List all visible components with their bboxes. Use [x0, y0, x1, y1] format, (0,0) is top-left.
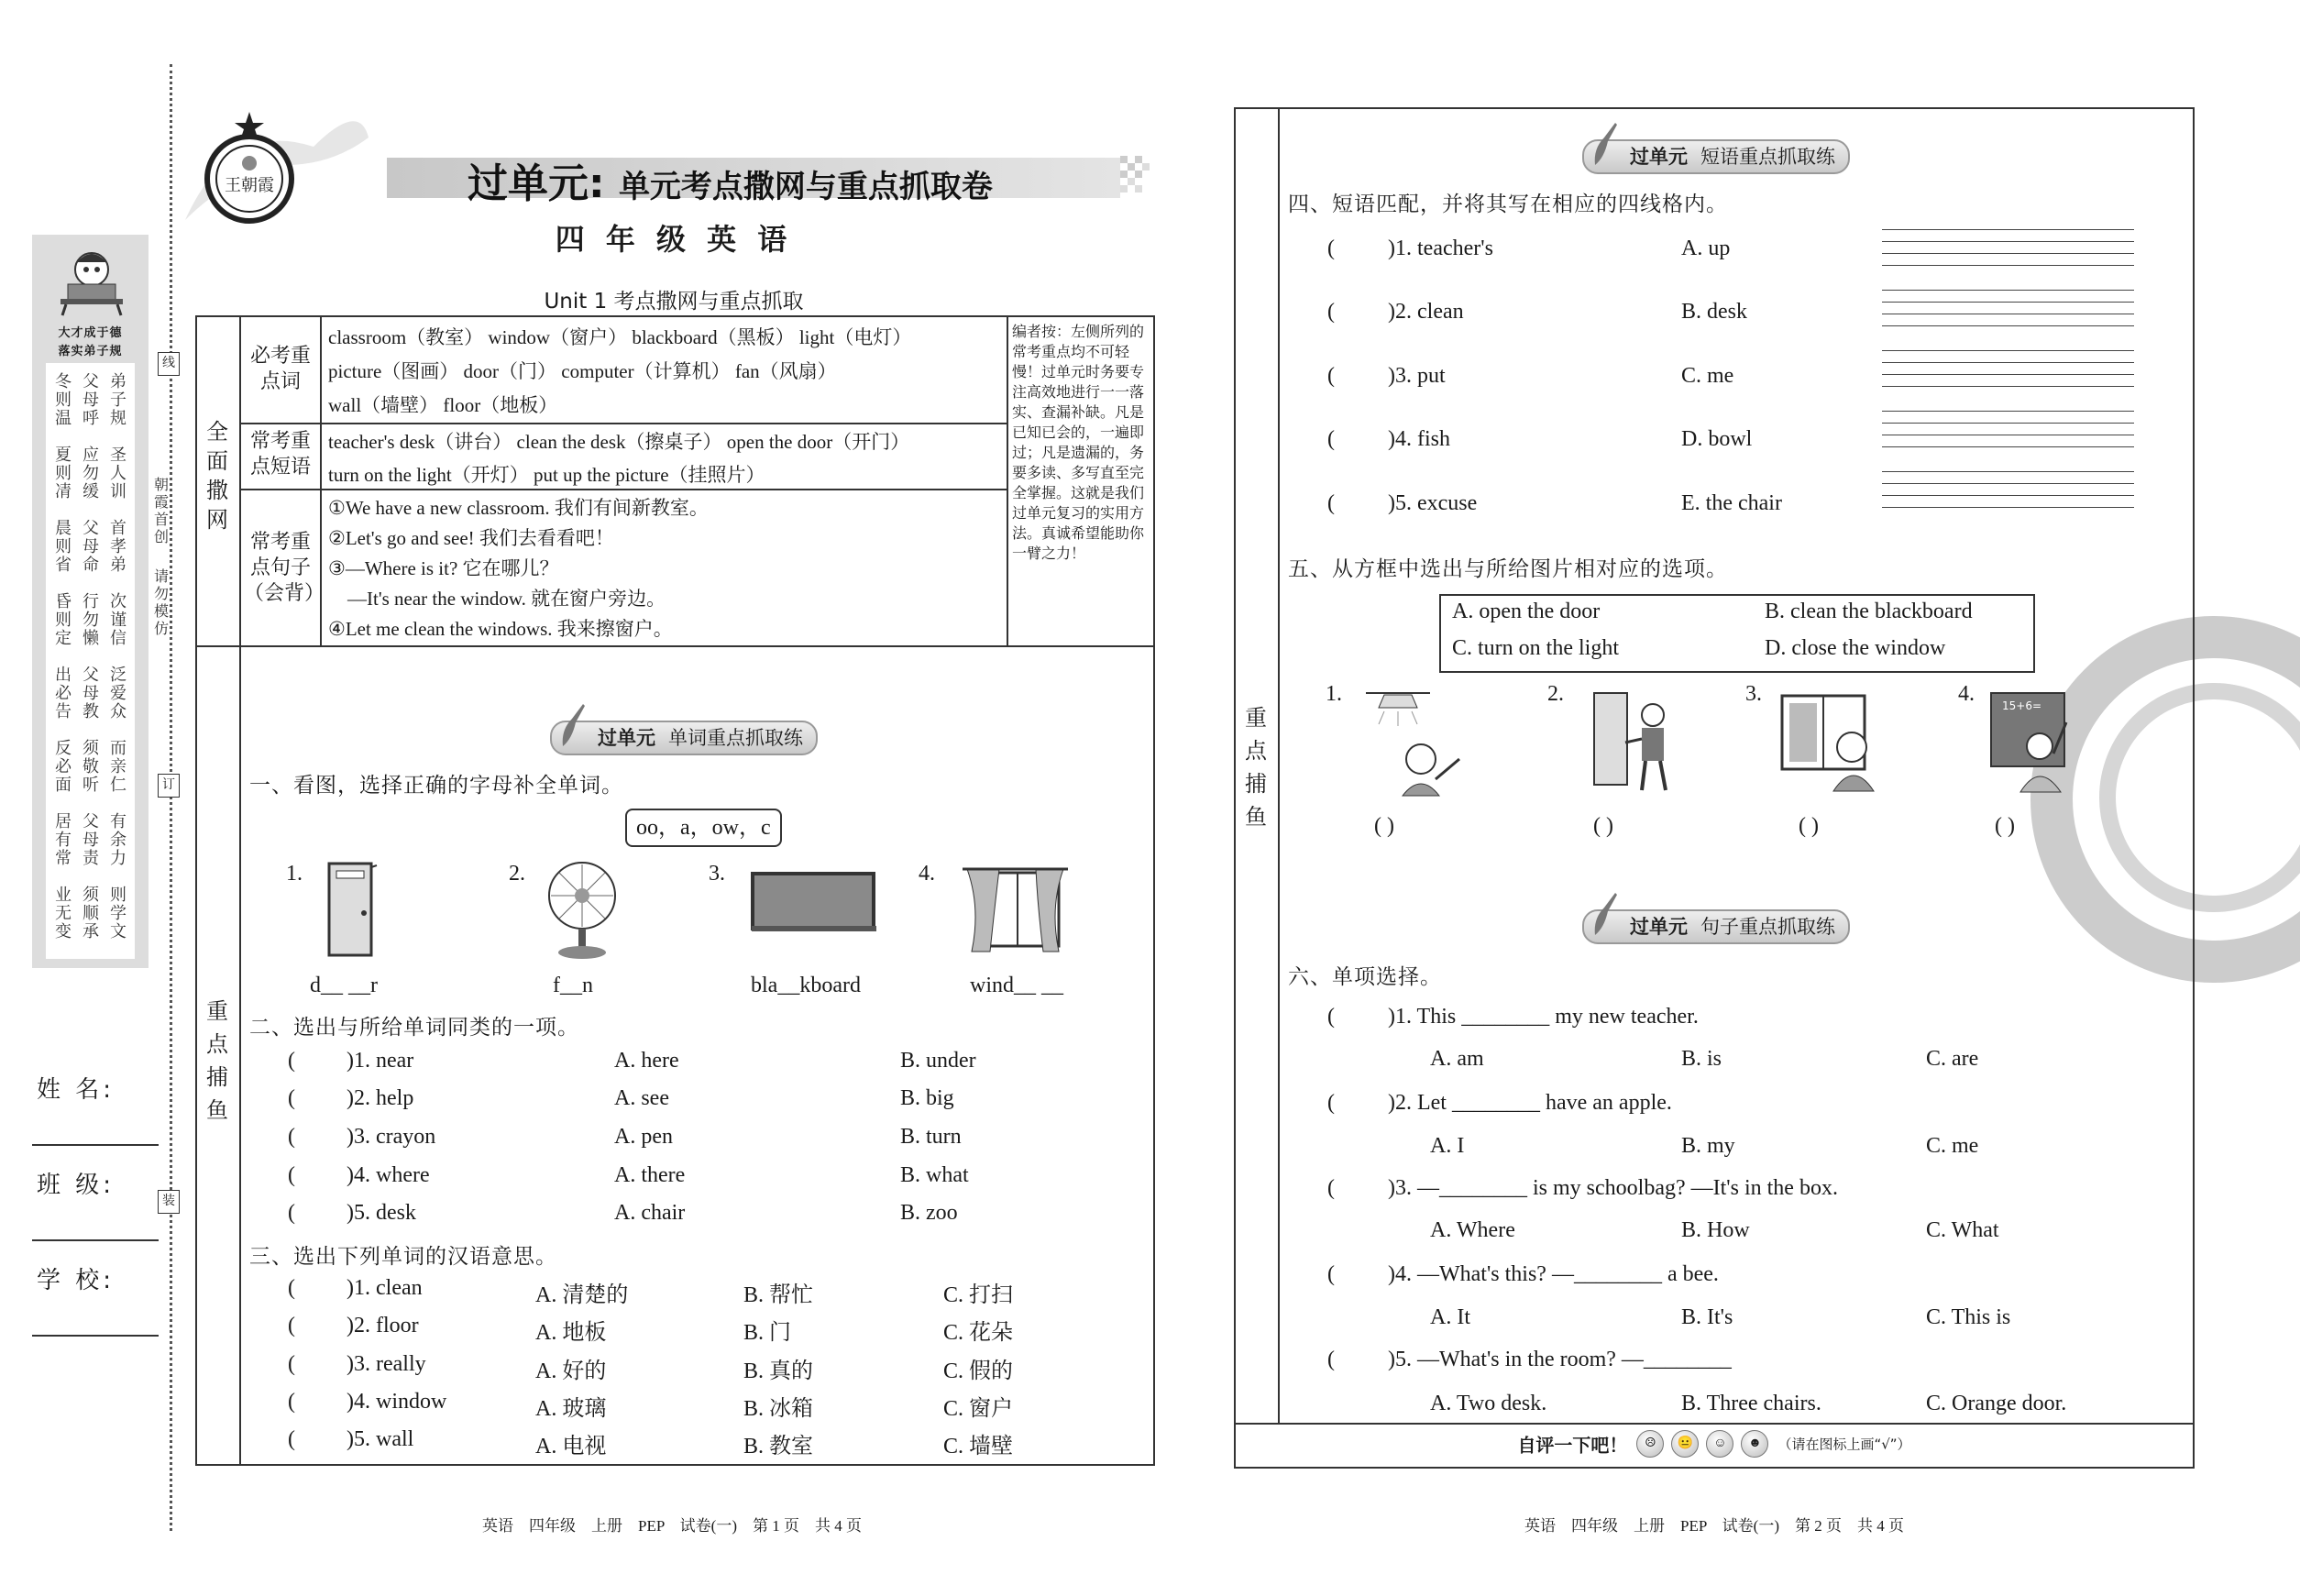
poem-phrase: 出必告 [55, 666, 72, 721]
checker-decoration [1120, 156, 1151, 202]
option-a: A. open the door [1452, 600, 1601, 623]
poem-phrase: 则学文 [110, 886, 127, 941]
school-field[interactable] [32, 1335, 159, 1337]
question-word: )3. put [1388, 364, 1446, 388]
poem-phrase: 居有常 [55, 812, 72, 867]
question-sentence: )4. —What's this? —________ a bee. [1388, 1262, 1719, 1286]
answer-paren[interactable]: ( [288, 1125, 295, 1149]
option-b: B. what [900, 1163, 969, 1187]
four-line-rule [1882, 446, 2134, 447]
letter-options-box: oo，a，ow，c [625, 809, 782, 847]
summary-line: picture（图画） door（门） computer（计算机） fan（风扇） [328, 360, 837, 382]
question-word: )1. clean [347, 1276, 423, 1300]
option-a: A. pen [614, 1125, 673, 1149]
part5-title: 五、从方框中选出与所给图片相对应的选项。 [1288, 557, 1728, 581]
picture-answer-blank[interactable]: ( ) [1593, 814, 1613, 838]
four-line-rule [1882, 423, 2134, 424]
row-label-phrases: 常考重点短语 [249, 430, 311, 479]
poem-phrase: 泛爱众 [110, 666, 127, 721]
option-c: C. 墙壁 [943, 1435, 1014, 1458]
question-word: )5. wall [347, 1427, 414, 1451]
motto-line-1: 大才成于德 [58, 326, 123, 340]
option-b: B. 帮忙 [743, 1283, 814, 1307]
option-b: B. It's [1681, 1305, 1733, 1329]
option-c: C. Orange door. [1926, 1392, 2067, 1415]
option-d: D. close the window [1765, 636, 1946, 660]
picture-number: 1. [1326, 682, 1342, 706]
answer-paren[interactable]: ( [288, 1390, 295, 1414]
poem-phrase: 圣人训 [110, 446, 127, 501]
option-a: A. see [614, 1086, 669, 1110]
option-b: B. 门 [743, 1321, 792, 1345]
poem-phrase: 次谨信 [110, 592, 127, 647]
poem-phrase: 冬则温 [55, 372, 72, 427]
summary-line: ④Let me clean the windows. 我来擦窗户。 [328, 618, 673, 640]
option-a: A. 清楚的 [535, 1283, 629, 1307]
row-label-words: 必考重点词 [249, 345, 311, 393]
answer-paren[interactable]: ( [1327, 1348, 1335, 1371]
option-c: C. This is [1926, 1305, 2011, 1329]
badge-prefix: 过单元 [598, 727, 655, 749]
summary-line: wall（墙壁） floor（地板） [328, 394, 558, 416]
question-sentence: )1. This ________ my new teacher. [1388, 1005, 1699, 1029]
question-word: )2. clean [1388, 300, 1464, 324]
picture-number: 3. [1745, 682, 1762, 706]
part1-title: 一、看图，选择正确的字母补全单词。 [249, 774, 623, 798]
poem-phrase: 应勿缓 [83, 446, 99, 501]
answer-paren[interactable]: ( [288, 1086, 295, 1110]
option-b: B. How [1681, 1218, 1750, 1242]
option-b: B. zoo [900, 1201, 958, 1225]
name-label: 姓 名: [37, 1076, 116, 1104]
four-line-rule [1882, 386, 2134, 387]
summary-line: ②Let's go and see! 我们去看看吧！ [328, 527, 614, 549]
cut-mark: 订 [158, 774, 180, 798]
match-option: A. up [1681, 237, 1731, 260]
brush-icon [1591, 121, 1619, 167]
svg-text:王朝霞: 王朝霞 [225, 176, 274, 195]
answer-paren[interactable]: ( [288, 1352, 295, 1376]
poem-phrase: 父母呼 [83, 372, 99, 427]
cut-mark: 装 [158, 1190, 180, 1214]
option-b: B. turn [900, 1125, 962, 1149]
motto-line-2: 落实弟子规 [58, 345, 123, 358]
picture-number: 2. [1547, 682, 1564, 706]
option-c: C. What [1926, 1218, 1999, 1242]
section-label-practice: 重点捕鱼 [206, 998, 228, 1123]
picture-answer-blank[interactable]: ( ) [1995, 814, 2015, 838]
answer-paren[interactable]: ( [288, 1314, 295, 1337]
option-b: B. 冰箱 [743, 1397, 814, 1421]
title-colon: : [589, 160, 605, 207]
answer-paren[interactable]: ( [1327, 364, 1335, 388]
option-a: A. 好的 [535, 1359, 607, 1383]
happy-face-icon[interactable]: ☻ [1741, 1430, 1768, 1458]
option-a: A. Two desk. [1430, 1392, 1547, 1415]
four-line-rule [1882, 362, 2134, 363]
four-line-rule [1882, 302, 2134, 303]
poem-phrase: 夏则凊 [55, 446, 72, 501]
poem-phrase: 须敬听 [83, 739, 99, 794]
copyright-note-2: 请勿模仿 [153, 569, 169, 637]
summary-line: ③—Where is it? 它在哪儿？ [328, 557, 559, 579]
answer-paren[interactable]: ( [1327, 300, 1335, 324]
question-word: )3. really [347, 1352, 426, 1376]
answer-paren[interactable]: ( [1327, 237, 1335, 260]
poem-phrase: 有余力 [110, 812, 127, 867]
option-a: A. I [1430, 1134, 1465, 1158]
unit-title: Unit 1 考点撒网与重点抓取 [544, 290, 804, 314]
badge-text: 单词重点抓取练 [668, 727, 803, 749]
word-practice-badge [550, 721, 818, 755]
option-c: C. me [1926, 1134, 1979, 1158]
option-c: C. turn on the light [1452, 636, 1619, 660]
match-option: C. me [1681, 364, 1734, 388]
page-footer-left: 英语 四年级 上册 PEP 试卷(一) 第 1 页 共 4 页 [482, 1517, 862, 1535]
poem-phrase: 父母教 [83, 666, 99, 721]
poem-phrase: 父母责 [83, 812, 99, 867]
picture-number: 3. [709, 862, 725, 886]
option-b: B. Three chairs. [1681, 1392, 1821, 1415]
window-picture [963, 862, 1068, 953]
sentence-practice-badge [1582, 909, 1850, 944]
poem-phrase: 行勿懒 [83, 592, 99, 647]
dizigui-sidebar [32, 235, 149, 968]
self-eval-label: 自评一下吧！ [1517, 1434, 1628, 1457]
option-a: A. am [1430, 1047, 1484, 1071]
four-line-rule [1882, 241, 2134, 242]
option-b: B. under [900, 1049, 976, 1073]
self-evaluation [1234, 1430, 2195, 1458]
option-b: B. big [900, 1086, 954, 1110]
badge-prefix: 过单元 [1630, 916, 1688, 938]
four-line-rule [1882, 325, 2134, 326]
class-field[interactable] [32, 1239, 159, 1241]
open-door-picture [1581, 688, 1682, 798]
badge-prefix: 过单元 [1630, 146, 1688, 168]
part4-title: 四、短语匹配，并将其写在相应的四线格内。 [1288, 193, 1728, 216]
option-a: A. Where [1430, 1218, 1515, 1242]
picture-number: 1. [286, 862, 303, 886]
door-picture [325, 862, 380, 963]
svg-text:15+6=: 15+6= [2002, 699, 2042, 712]
answer-paren[interactable]: ( [288, 1163, 295, 1187]
poem-phrase: 而亲仁 [110, 739, 127, 794]
poem-phrase: 昏则定 [55, 592, 72, 647]
four-line-rule [1882, 471, 2134, 472]
question-word: )2. floor [347, 1314, 419, 1337]
answer-paren[interactable]: ( [1327, 427, 1335, 451]
brush-icon [1591, 891, 1619, 937]
poem-phrase: 业无变 [55, 886, 72, 941]
question-word: )4. where [347, 1163, 430, 1187]
word-blank-3: bla__kboard [751, 974, 861, 997]
question-word: )4. fish [1388, 427, 1450, 451]
name-field[interactable] [32, 1144, 159, 1146]
question-sentence: )2. Let ________ have an apple. [1388, 1091, 1672, 1115]
answer-paren[interactable]: ( [1327, 1176, 1335, 1200]
four-line-rule [1882, 483, 2134, 484]
answer-paren[interactable]: ( [1327, 1262, 1335, 1286]
badge-text: 短语重点抓取练 [1700, 146, 1835, 168]
badge-text: 句子重点抓取练 [1700, 916, 1835, 938]
word-blank-2: f__n [553, 974, 593, 997]
answer-paren[interactable]: ( [288, 1201, 295, 1225]
option-a: A. here [614, 1049, 679, 1073]
question-word: )4. window [347, 1390, 447, 1414]
question-sentence: )3. —________ is my schoolbag? —It's in the box. [1388, 1176, 1838, 1200]
answer-paren[interactable]: ( [1327, 491, 1335, 515]
summary-line: teacher's desk（讲台） clean the desk（擦桌子） open the door（开门） [328, 431, 910, 453]
poem-phrase: 父母命 [83, 519, 99, 574]
close-window-picture [1778, 692, 1879, 793]
option-c: C. 窗户 [943, 1397, 1014, 1421]
section-label-practice-right: 重点捕鱼 [1245, 705, 1267, 830]
answer-paren[interactable]: ( [288, 1276, 295, 1300]
option-a: A. 地板 [535, 1321, 607, 1345]
brush-icon [559, 702, 587, 748]
editor-note: 编者按：左侧所列的常考重点均不可轻慢！过单元时务要专注高效地进行一一落实、查漏补缺。凡是已知已会的，一遍即过；凡是遗漏的，务要多读、多写直至完全掌握。这就是我们过单元复习的实用方法。真诚希望能助你一臂之力！ [1012, 325, 1145, 562]
question-word: )1. near [347, 1049, 414, 1073]
poem-phrase: 弟子规 [110, 372, 127, 427]
poem-phrase: 反必面 [55, 739, 72, 794]
clean-blackboard-picture [1989, 689, 2081, 795]
blackboard-picture [750, 871, 878, 935]
question-word: )2. help [347, 1086, 414, 1110]
school-label: 学 校: [37, 1267, 116, 1294]
four-line-rule [1882, 253, 2134, 254]
title-sub: 单元考点撒网与重点抓取卷 [618, 169, 993, 205]
picture-number: 4. [1958, 682, 1975, 706]
dizigui-poem [46, 363, 135, 959]
match-option: D. bowl [1681, 427, 1753, 451]
option-b: B. is [1681, 1047, 1722, 1071]
row-label-sentences: 常考重点句子（会背） [244, 531, 325, 605]
option-a: A. 玻璃 [535, 1397, 607, 1421]
summary-line: ①We have a new classroom. 我们有间新教室。 [328, 497, 709, 519]
picture-answer-blank[interactable]: ( ) [1374, 814, 1394, 838]
page-footer-right: 英语 四年级 上册 PEP 试卷(一) 第 2 页 共 4 页 [1524, 1517, 1904, 1535]
option-b: B. my [1681, 1134, 1735, 1158]
answer-paren[interactable]: ( [288, 1427, 295, 1451]
summary-line: turn on the light（开灯） put up the picture（挂照片） [328, 464, 765, 486]
smile-face-icon[interactable]: ☺ [1706, 1430, 1733, 1458]
option-c: C. are [1926, 1047, 1979, 1071]
match-option: B. desk [1681, 300, 1747, 324]
answer-paren[interactable]: ( [1327, 1091, 1335, 1115]
four-line-rule [1882, 265, 2134, 266]
fan-picture [541, 857, 623, 963]
poem-phrase: 须顺承 [83, 886, 99, 941]
picture-number: 2. [509, 862, 525, 886]
four-line-rule [1882, 507, 2134, 508]
neutral-face-icon[interactable]: 😐 [1671, 1430, 1699, 1458]
summary-line: —It's near the window. 就在窗户旁边。 [328, 588, 666, 610]
option-a: A. chair [614, 1201, 686, 1225]
option-b: B. 真的 [743, 1359, 814, 1383]
four-line-rule [1882, 495, 2134, 496]
question-word: )5. desk [347, 1201, 416, 1225]
title-banner [176, 110, 1151, 220]
four-line-rule [1882, 290, 2134, 291]
option-c: C. 假的 [943, 1359, 1014, 1383]
picture-number: 4. [919, 862, 935, 886]
question-word: )5. excuse [1388, 491, 1478, 515]
question-word: )3. crayon [347, 1125, 436, 1149]
turn-on-light-picture [1357, 688, 1476, 798]
four-line-rule [1882, 229, 2134, 230]
title-main: 过单元 [468, 160, 589, 207]
four-line-rule [1882, 411, 2134, 412]
sad-face-icon[interactable]: ☹ [1636, 1430, 1664, 1458]
class-label: 班 级: [37, 1172, 116, 1199]
summary-line: classroom（教室） window（窗户） blackboard（黑板） light（电灯） [328, 326, 912, 348]
poem-phrase: 晨则省 [55, 519, 72, 574]
word-blank-1: d__ __r [310, 974, 378, 997]
word-blank-4: wind__ __ [970, 974, 1063, 997]
section-label-overview: 全面撒网 [206, 419, 228, 533]
picture-answer-blank[interactable]: ( ) [1799, 814, 1819, 838]
part6-title: 六、单项选择。 [1288, 965, 1442, 989]
copyright-note-1: 朝霞首创 [153, 478, 169, 545]
four-line-rule [1882, 350, 2134, 351]
self-eval-hint: （请在图标上画“√”） [1777, 1436, 1911, 1453]
grade-title: 四 年 级 英 语 [555, 222, 793, 257]
option-a: A. It [1430, 1305, 1470, 1329]
option-a: A. 电视 [535, 1435, 607, 1458]
poem-phrase: 首孝弟 [110, 519, 127, 574]
phrase-practice-badge [1582, 139, 1850, 174]
option-b: B. clean the blackboard [1765, 600, 1973, 623]
part2-title: 二、选出与所给单词同类的一项。 [249, 1016, 579, 1040]
match-option: E. the chair [1681, 491, 1782, 515]
answer-paren[interactable]: ( [1327, 1005, 1335, 1029]
option-c: C. 花朵 [943, 1321, 1014, 1345]
answer-paren[interactable]: ( [288, 1049, 295, 1073]
option-c: C. 打扫 [943, 1283, 1014, 1307]
part3-title: 三、选出下列单词的汉语意思。 [249, 1245, 557, 1269]
question-sentence: )5. —What's in the room? —________ [1388, 1348, 1732, 1371]
four-line-rule [1882, 374, 2134, 375]
option-a: A. there [614, 1163, 686, 1187]
option-b: B. 教室 [743, 1435, 814, 1458]
wangzhaoxia-logo [204, 110, 295, 229]
question-word: )1. teacher's [1388, 237, 1493, 260]
cut-mark: 线 [158, 352, 180, 376]
